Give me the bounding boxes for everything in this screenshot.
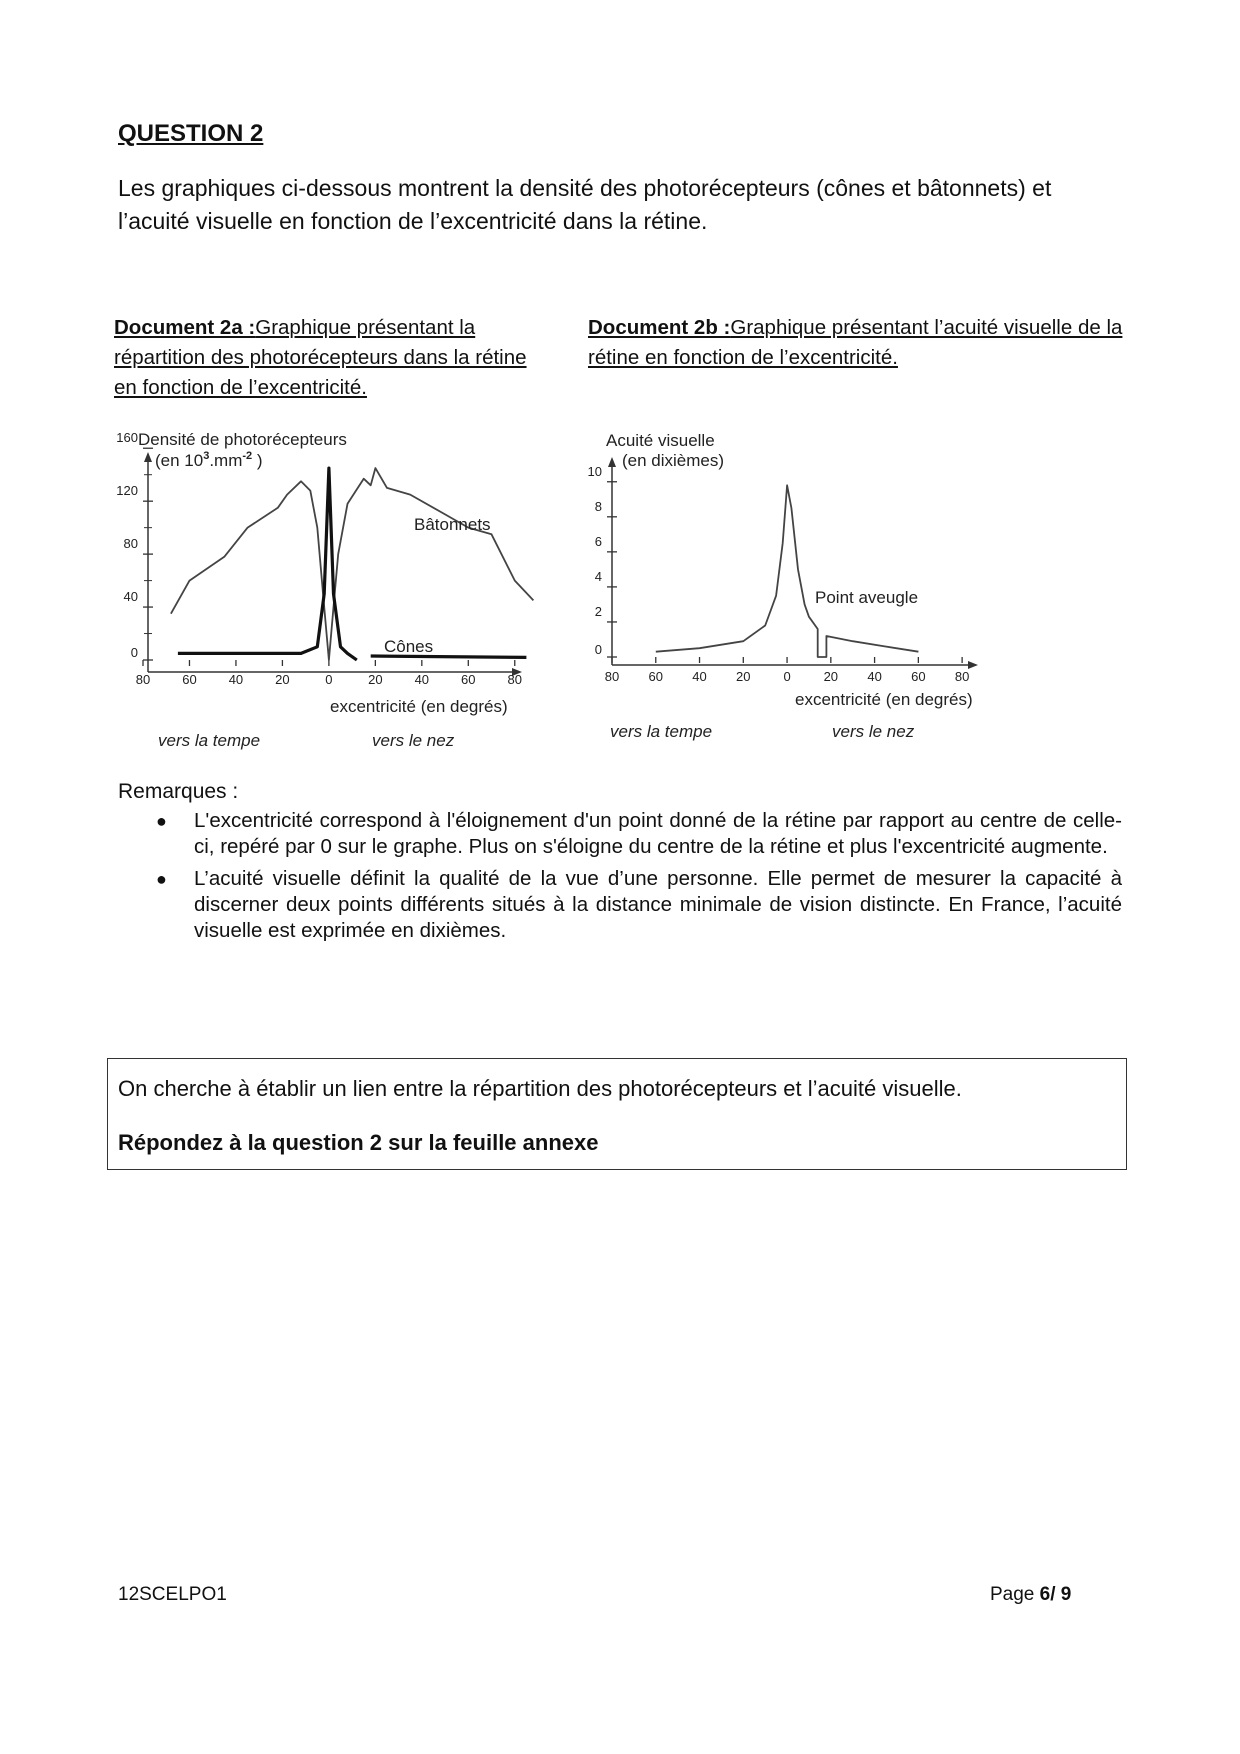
y-tick-label: 10 xyxy=(587,463,602,479)
chart-a-x-ticks xyxy=(136,660,522,687)
series-line-acuit- xyxy=(656,485,919,657)
remark-item xyxy=(150,866,1122,944)
chart-b-x-arrow xyxy=(968,661,978,669)
y-tick-label: 4 xyxy=(594,568,602,584)
y-tick-label: 6 xyxy=(594,533,602,549)
photoreceptor-density-chart xyxy=(0,0,620,780)
y-tick-label: 40 xyxy=(123,589,138,605)
x-tick-label: 60 xyxy=(648,669,663,684)
y-tick-label: 80 xyxy=(123,536,138,552)
x-tick-label: 80 xyxy=(954,669,970,684)
task-text: On cherche à établir un lien entre la répartition des photorécepteurs et l’acuité visuelle. xyxy=(118,1076,962,1101)
series-line-b-tonnets xyxy=(171,468,534,660)
bullet-icon: ● xyxy=(156,869,167,889)
x-tick-label: 40 xyxy=(692,669,707,684)
chart-b-x-ticks xyxy=(605,657,970,684)
y-tick-label: 0 xyxy=(130,645,138,660)
chart-a-ylabel-line2: (en $10^3.mm^{-2}$ ) xyxy=(155,450,263,470)
doc-2a-text: Graphique présentant la répartition des photorécepteurs dans la rétine en fonction de l’excentricité. xyxy=(114,316,527,399)
series-line-c-nes xyxy=(178,468,357,660)
bullet-icon: ● xyxy=(156,811,167,831)
footer-page-value: 6/ 9 xyxy=(1039,1584,1072,1605)
y-tick-label: 0 xyxy=(594,642,602,657)
doc-2a-label: Document 2a : xyxy=(114,316,256,339)
chart-a-ylabel-line1: Densité de photorécepteurs xyxy=(138,430,347,449)
task-answer-instruction: Répondez à la question 2 sur la feuille annexe xyxy=(118,1130,599,1155)
chart-b-ylabel-line1: Acuité visuelle xyxy=(606,431,715,450)
x-tick-label: 0 xyxy=(783,669,791,684)
x-tick-label: 0 xyxy=(325,672,333,687)
chart-b-ylabel-line2: (en dixièmes) xyxy=(622,451,725,470)
x-tick-label: 40 xyxy=(414,672,430,687)
doc-2b-label: Document 2b : xyxy=(588,316,731,339)
footer-page-prefix: Page xyxy=(990,1584,1040,1605)
question-title: QUESTION 2 xyxy=(118,120,264,147)
chart-b-series xyxy=(656,485,919,657)
chart-b-y-arrow xyxy=(608,457,616,467)
x-tick-label: 80 xyxy=(507,672,522,687)
chart-a-side-right: vers le nez xyxy=(372,731,455,750)
y-tick-label: 8 xyxy=(594,498,602,514)
y-tick-label: 160 xyxy=(116,430,138,446)
x-tick-label: 20 xyxy=(823,669,839,684)
chart-a-xlabel: excentricité (en degrés) xyxy=(330,697,508,716)
remark-item xyxy=(150,808,1122,860)
x-tick-label: 60 xyxy=(911,669,926,684)
remark-text: L’acuité visuelle définit la qualité de la vue d’une personne. Elle permet de mesurer la capacité à discerner deux points différents situés à la distance minimale de vision distincte. En France, l’acuité visuelle est exprimée en dixièmes. xyxy=(194,867,1122,942)
chart-a-side-left: vers la tempe xyxy=(158,731,261,750)
remarks-title: Remarques : xyxy=(118,780,239,803)
chart-b-annotation-blind-spot: Point aveugle xyxy=(815,588,919,607)
chart-a-legend-cones: Cônes xyxy=(384,637,434,656)
x-tick-label: 80 xyxy=(604,669,620,684)
footer-page-number xyxy=(990,1584,1071,1606)
chart-b-side-right: vers le nez xyxy=(832,722,915,741)
remarks-list xyxy=(150,808,1122,950)
y-tick-label: 120 xyxy=(116,483,138,499)
chart-a-y-arrow xyxy=(144,452,152,462)
x-tick-label: 40 xyxy=(867,669,882,684)
x-tick-label: 20 xyxy=(275,672,290,687)
x-tick-label: 60 xyxy=(461,672,476,687)
remark-text: L'excentricité correspond à l'éloignement d'un point donné de la rétine par rapport au centre de celle-ci, repéré par 0 sur le graphe. Plus on s'éloigne du centre de la rétine et plus l'excentricité augmente. xyxy=(194,809,1122,858)
footer-code: 12SCELPO1 xyxy=(118,1584,227,1605)
chart-b-side-left: vers la tempe xyxy=(610,722,713,741)
intro-paragraph: Les graphiques ci-dessous montrent la densité des photorécepteurs (cônes et bâtonnets) et l’acuité visuelle en fonction de l’excentricité dans la rétine. xyxy=(118,175,1052,234)
y-tick-label: 2 xyxy=(594,603,602,619)
doc-2b-text: Graphique présentant l’acuité visuelle de la rétine en fonction de l’excentricité. xyxy=(588,316,1123,369)
x-tick-label: 80 xyxy=(135,672,151,687)
x-tick-label: 20 xyxy=(736,669,751,684)
series-line-c-nes-nasal xyxy=(371,656,527,657)
chart-a-legend-batonnets: Bâtonnets xyxy=(414,515,491,534)
x-tick-label: 20 xyxy=(368,672,383,687)
x-tick-label: 40 xyxy=(228,672,244,687)
chart-b-xlabel: excentricité (en degrés) xyxy=(795,690,973,709)
visual-acuity-chart xyxy=(560,0,1060,780)
chart-a-series xyxy=(171,468,534,660)
x-tick-label: 60 xyxy=(182,672,197,687)
